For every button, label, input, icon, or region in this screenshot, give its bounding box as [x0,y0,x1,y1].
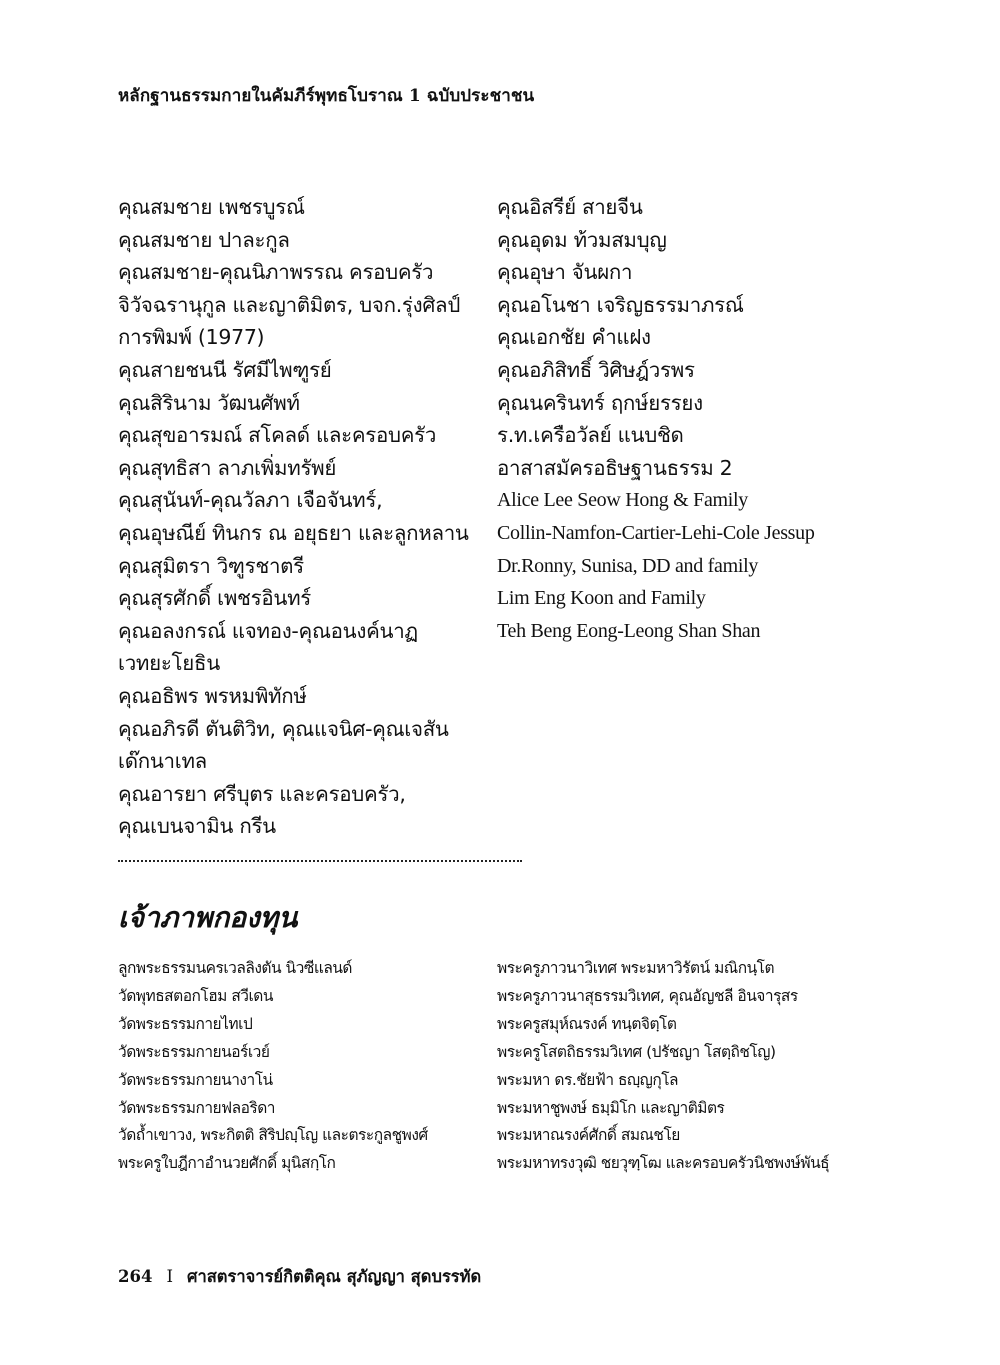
list-item: Dr.Ronny, Sunisa, DD and family [497,554,759,577]
page-footer [118,1264,481,1290]
list-item: คุณสิรินาม วัฒนศัพท์ [118,390,300,415]
list-item: คุณอภิรดี ตันติวิท, คุณแจนิศ-คุณเจสัน [118,716,449,741]
donor-list-left [118,191,469,843]
list-item: คุณอารยา ศรีบุตร และครอบครัว, [118,781,406,806]
list-item: Teh Beng Eong-Leong Shan Shan [497,619,761,642]
list-item: เด๊กนาเทล [118,749,207,774]
list-item: พระมหาณรงค์ศักดิ์ สมณชโย [497,1126,680,1145]
list-item: คุณสมชาย เพชรบูรณ์ [118,195,305,219]
page-number: 264 [118,1267,153,1286]
list-item: คุณสุนันท์-คุณวัลภา เจือจันทร์, [118,488,383,513]
donor-list-right [497,191,815,647]
list-item: คุณสายชนนี รัศมีไพฑูรย์ [118,357,332,382]
list-item: คุณสุขอารมณ์ สโคลด์ และครอบครัว [118,423,437,448]
list-item: วัดพระธรรมกายไทเป [118,1014,253,1033]
list-item: Alice Lee Seow Hong & Family [497,489,748,512]
list-item: คุณสุรศักดิ์ เพชรอินทร์ [118,586,312,611]
list-item: คุณอุษณีย์ ทินกร ณ อยุธยา และลูกหลาน [118,520,469,545]
list-item: คุณสุมิตรา วิฑูรชาตรี [118,553,304,578]
list-item: วัดถ้ำเขาวง, พระกิตติ สิริปญฺโญ และตระกูลชูพงศ์ [118,1126,428,1145]
footer-separator: I [166,1267,173,1286]
list-item: จิวัจฉรานุกูล และญาติมิตร, บจก.รุ่งศิลป์ [118,292,461,317]
list-item: ลูกพระธรรมนครเวลลิงตัน นิวซีแลนด์ [118,959,352,977]
list-item: คุณสมชาย-คุณนิภาพรรณ ครอบครัว [118,260,434,285]
list-item: วัดพระธรรมกายฟลอริดา [118,1098,276,1117]
list-item: วัดพุทธสตอกโฮม สวีเดน [118,986,273,1005]
list-item: คุณอุดม ท้วมสมบุญ [497,227,667,252]
list-item: วัดพระธรรมกายนอร์เวย์ [118,1042,270,1061]
list-item: คุณอธิพร พรหมพิทักษ์ [118,683,307,708]
list-item: คุณอุษา จันผกา [497,260,633,285]
list-item: การพิมพ์ (1977) [118,325,265,350]
list-item: คุณอโนชา เจริญธรรมาภรณ์ [497,292,744,317]
list-item: Lim Eng Koon and Family [497,587,706,610]
list-item: คุณนครินทร์ ฤกษ์ยรรยง [497,390,703,415]
list-item: พระครูภาวนาวิเทศ พระมหาวิรัตน์ มณิกนฺโต [497,959,775,977]
section-heading: เจ้าภาพกองทุน [118,901,298,934]
list-item: คุณสุทธิสา ลาภเพิ่มทรัพย์ [118,455,337,480]
list-item: ร.ท.เครือวัลย์ แนบชิด [497,423,684,448]
list-item: พระครูภาวนาสุธรรมวิเทศ, คุณอัญชลี อินจารุสร [497,986,798,1005]
list-item: คุณอลงกรณ์ แจทอง-คุณอนงค์นาฏ [118,618,418,643]
list-item: คุณอภิสิทธิ์ วิศิษฎ์วรพร [497,357,695,382]
list-item: วัดพระธรรมกายนางาโน่ [118,1070,273,1089]
list-item: พระมหา ดร.ชัยฟ้า ธญฺญกุโล [497,1070,679,1089]
list-item: พระมหาทรงวุฒิ ชยวุฑฺโฒ และครอบครัวนิชพงษ์พันธุ์ [497,1154,830,1173]
list-item: คุณเบนจามิน กรีน [118,814,276,839]
list-item: คุณเอกชัย คำแฝง [497,325,651,350]
list-item: พระครูสมุห์ณรงค์ ทนฺตจิตฺโต [497,1014,677,1033]
list-item: Collin-Namfon-Cartier-Lehi-Cole Jessup [497,521,815,544]
list-item: พระครูโสตถิธรรมวิเทศ (ปรัชญา โสตฺถิชโญ) [497,1042,776,1061]
dotted-divider [118,860,522,862]
running-header: หลักฐานธรรมกายในคัมภีร์พุทธโบราณ 1 ฉบับประชาชน [118,86,535,106]
list-item: เวทยะโยธิน [118,651,220,676]
list-item: อาสาสมัครอธิษฐานธรรม 2 [497,455,733,480]
list-item: คุณอิสรีย์ สายจีน [497,195,643,219]
list-item: พระมหาชูพงษ์ ธมฺมิโก และญาติมิตร [497,1098,725,1117]
list-item: พระครูใบฎีกาอำนวยศักดิ์ มุนิสกฺโก [118,1154,336,1173]
sponsor-list-left [118,955,428,1178]
list-item: คุณสมชาย ปาละกูล [118,227,290,252]
footer-author: ศาสตราจารย์กิตติคุณ สุภัญญา สุดบรรทัด [186,1267,482,1286]
sponsor-list-right [497,955,829,1178]
